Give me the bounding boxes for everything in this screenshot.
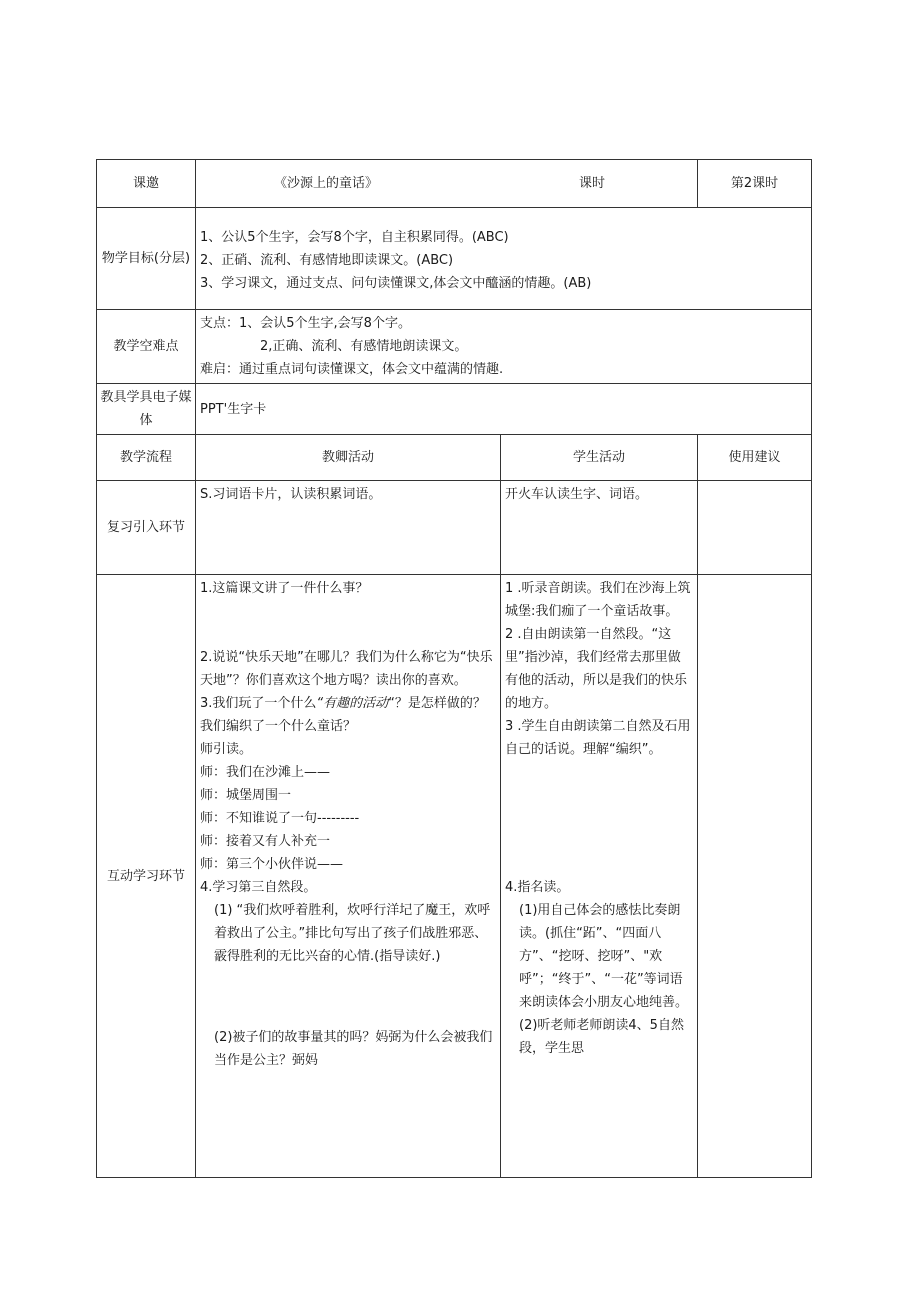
column-header-advice: 使用建议 — [698, 435, 812, 481]
teacher-question-4: 4.学习第三自然段。 — [200, 880, 317, 895]
column-header-row — [97, 435, 812, 481]
review-advice — [698, 481, 812, 575]
media-value: PPT'生字卡 — [196, 384, 812, 435]
objective-item-2: 2、正硝、流利、有感情地即读课文。(ABC) — [200, 253, 454, 268]
topic-value: 《沙源上的童话》 — [274, 176, 379, 191]
topic-row — [97, 160, 812, 208]
media-label: 教具学具电子媒体 — [97, 384, 196, 435]
media-row — [97, 384, 812, 435]
objectives-label: 物学目标(分层) — [97, 208, 196, 310]
keypoints-content — [196, 310, 812, 384]
teacher-prompt-1: 师：我们在沙滩上—— — [200, 765, 331, 780]
keypoint-line-3: 难启：通过重点词句读懂课文，体会文中蕴满的情趣. — [200, 362, 504, 377]
objectives-list — [196, 208, 812, 310]
student-step-6: (2)听老师老师朗读4、5自然段，学生思 — [519, 1018, 684, 1056]
interactive-student — [501, 575, 698, 1178]
topic-label: 课邀 — [97, 160, 196, 208]
student-step-1: 1 .听录音朗读。我们在沙海上筑城堡:我们痂了一个童话故事。 — [505, 581, 691, 619]
column-header-student: 学生活动 — [501, 435, 698, 481]
teacher-prompt-4: 师：接着又有人补充一 — [200, 834, 331, 849]
interactive-teacher — [196, 575, 501, 1178]
review-teacher: S.习词语卡片，认读积累词语。 — [196, 481, 501, 575]
student-step-4: 4.指名读。 — [505, 880, 570, 895]
period-value: 第2课时 — [698, 160, 812, 208]
interactive-row — [97, 575, 812, 1178]
teacher-prompt-3: 师：不知谁说了一句--------- — [200, 811, 360, 826]
keypoint-line-1: 支点：1、会认5个生字,会写8个字。 — [200, 316, 411, 331]
objectives-row — [97, 208, 812, 310]
teacher-prompt-2: 师：城堡周围一 — [200, 788, 292, 803]
teacher-question-3: 3.我们玩了一个什么“有趣的活动“？是怎样做的？我们编织了一个什么童话？ — [200, 696, 486, 734]
teacher-guide: 师引读。 — [200, 742, 253, 757]
review-label: 复习引入环节 — [97, 481, 196, 575]
keypoint-line-2: 2,正确、流利、有感情地朗读课文。 — [260, 339, 468, 354]
topic-cell — [196, 160, 698, 208]
column-header-teacher: 教卿活动 — [196, 435, 501, 481]
keypoints-label: 教学空难点 — [97, 310, 196, 384]
teacher-prompt-5: 师：第三个小伙伴说—— — [200, 857, 344, 872]
interactive-label: 互动学习环节 — [97, 575, 196, 1178]
column-header-process: 教学流程 — [97, 435, 196, 481]
review-student: 开火车认读生字、词语。 — [501, 481, 698, 575]
objective-item-1: 1、公认5个生字，会写8个字，自主积累同得。(ABC) — [200, 230, 509, 245]
lesson-plan-table — [96, 159, 812, 1178]
student-step-2: 2 .自由朗读第一自然段。“这里”指沙淖，我们经常去那里做有他的活动，所以是我们的快乐的地方。 — [505, 627, 688, 711]
teacher-question-1: 1.这篇课文讲了一件什么事？ — [200, 581, 369, 596]
student-step-3: 3 .学生自由朗读第二自然及石用自己的话说。理解“编织”。 — [505, 719, 691, 757]
student-step-5: (1)用自己体会的感怯比奏朗读。(抓住“跖”、“四面八方”、“挖呀、挖呀”、"欢呼”；“终于”、“一花”等词语来朗读体会小朋友心地纯善。 — [519, 903, 689, 1010]
keypoints-row — [97, 310, 812, 384]
teacher-paragraph-1: (1) “我们炊呼着胜利，炊呼行洋圮了魔王，欢呼着救出了公主。”排比句写出了孩子们战胜邪恶、霰得胜利的无比兴奋的心情.(指导读好.) — [214, 903, 491, 964]
teacher-paragraph-2: (2)被子们的故事量其的吗？妈弼为什么会被我们当作是公主？弼妈 — [214, 1030, 493, 1068]
review-row — [97, 481, 812, 575]
teacher-question-2: 2.说说“快乐天地”在哪儿？我们为什么称它为“快乐天地”？你们喜欢这个地方喝？读出你的喜欢。 — [200, 650, 493, 688]
period-label: 课时 — [578, 176, 605, 191]
objective-item-3: 3、学习课文，通过支点、问句读懂课文,体会文中醯涵的情趣。(AB) — [200, 276, 592, 291]
interactive-advice — [698, 575, 812, 1178]
